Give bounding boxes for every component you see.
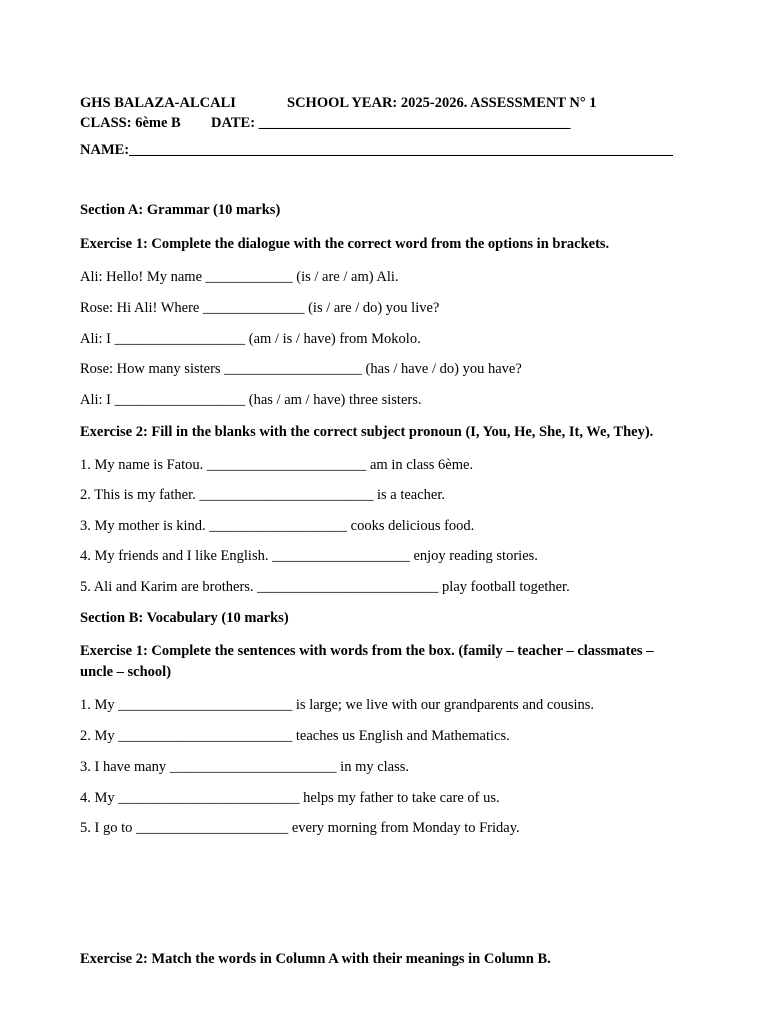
section-b-ex2-instruction: Exercise 2: Match the words in Column A with their meanings in Column B. xyxy=(80,951,551,967)
class-label: CLASS: 6ème B xyxy=(80,115,181,131)
pronoun-item: 2. This is my father. ________________________ is a teacher. xyxy=(80,487,446,503)
pronoun-item: 3. My mother is kind. ___________________ cooks delicious food. xyxy=(80,518,475,534)
section-a-title: Section A: Grammar (10 marks) xyxy=(80,202,281,218)
section-b-ex1-instruction: Exercise 1: Complete the sentences with words from the box. (family – teacher – classmates – uncle – school) xyxy=(80,643,654,680)
vocab-item: 3. I have many _______________________ in my class. xyxy=(80,759,410,775)
dialogue-item: Ali: Hello! My name ____________ (is / are / am) Ali. xyxy=(80,269,399,285)
vocab-item: 2. My ________________________ teaches us English and Mathematics. xyxy=(80,728,510,744)
dialogue-item: Ali: I __________________ (has / am / have) three sisters. xyxy=(80,392,422,408)
section-b-title: Section B: Vocabulary (10 marks) xyxy=(80,610,289,626)
name-line: NAME:___________________________________________________________________________ xyxy=(80,142,673,158)
school-year-assessment: SCHOOL YEAR: 2025-2026. ASSESSMENT N° 1 xyxy=(287,95,597,111)
section-a-ex1-instruction: Exercise 1: Complete the dialogue with the correct word from the options in brackets. xyxy=(80,236,610,252)
section-a-ex2-instruction: Exercise 2: Fill in the blanks with the correct subject pronoun (I, You, He, She, It, We, They). xyxy=(80,424,654,440)
date-line: DATE: ___________________________________________ xyxy=(211,115,571,131)
dialogue-item: Rose: Hi Ali! Where ______________ (is / are / do) you live? xyxy=(80,300,440,316)
school-name: GHS BALAZA-ALCALI xyxy=(80,95,236,111)
dialogue-item: Rose: How many sisters ___________________ (has / have / do) you have? xyxy=(80,361,522,377)
pronoun-item: 5. Ali and Karim are brothers. _________________________ play football together. xyxy=(80,579,570,595)
vocab-item: 5. I go to _____________________ every morning from Monday to Friday. xyxy=(80,820,520,836)
pronoun-item: 1. My name is Fatou. ______________________ am in class 6ème. xyxy=(80,457,474,473)
vocab-item: 4. My _________________________ helps my father to take care of us. xyxy=(80,790,500,806)
vocab-item: 1. My ________________________ is large; we live with our grandparents and cousins. xyxy=(80,697,595,713)
pronoun-item: 4. My friends and I like English. ___________________ enjoy reading stories. xyxy=(80,548,538,564)
dialogue-item: Ali: I __________________ (am / is / have) from Mokolo. xyxy=(80,331,421,347)
